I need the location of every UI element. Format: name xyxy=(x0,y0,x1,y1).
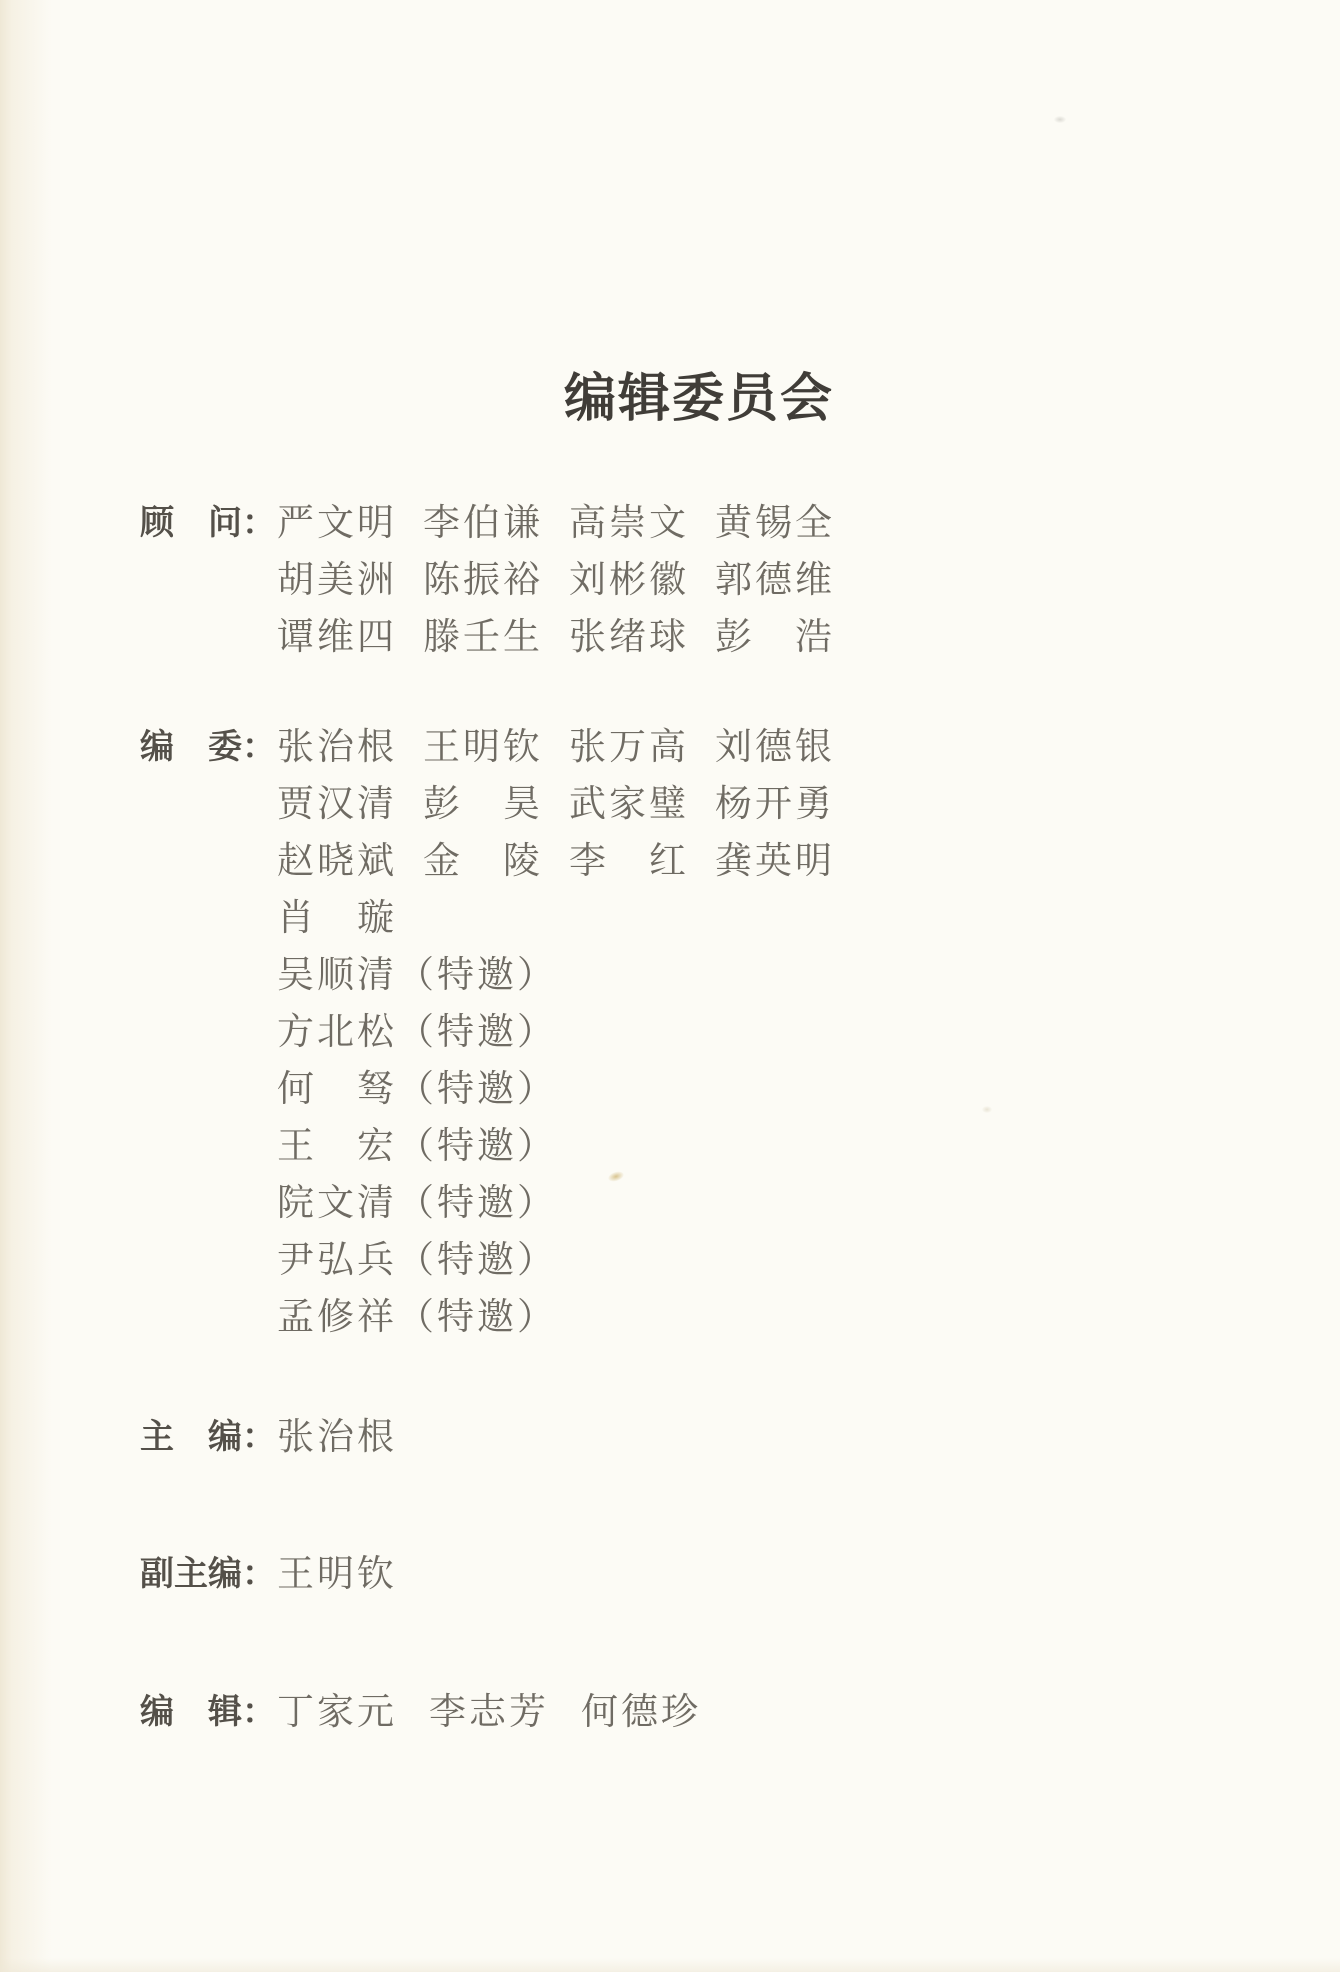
person-name: 丁家元 xyxy=(277,1692,397,1733)
person-name: 张治根 xyxy=(277,1417,397,1458)
name-row xyxy=(277,609,835,666)
page-left-edge-shading xyxy=(0,0,52,1972)
person-name: 贾汉清 xyxy=(277,784,397,825)
name-row xyxy=(277,1175,835,1232)
person-name-special-invite: 何 驽（特邀） xyxy=(277,1069,557,1110)
members-section xyxy=(140,719,835,1346)
editors-section xyxy=(140,1684,701,1741)
name-row xyxy=(277,1546,397,1603)
name-row xyxy=(277,719,835,776)
page-bottom-edge-shading xyxy=(0,1958,1340,1972)
person-name: 胡美洲 xyxy=(277,560,397,601)
paper-speck xyxy=(982,1106,992,1113)
person-name-special-invite: 院文清（特邀） xyxy=(277,1183,557,1224)
person-name: 王明钦 xyxy=(277,1554,397,1595)
name-row xyxy=(277,1684,701,1741)
advisors-label: 顾 问： xyxy=(140,504,276,542)
person-name: 高崇文 xyxy=(569,503,689,544)
name-row xyxy=(277,776,835,833)
person-name: 刘德银 xyxy=(715,727,835,768)
person-name: 彭 昊 xyxy=(423,784,543,825)
members-names xyxy=(277,719,835,1346)
person-name: 谭维四 xyxy=(277,617,397,658)
person-name: 张万高 xyxy=(569,727,689,768)
person-name: 肖 璇 xyxy=(277,898,397,939)
editors-names xyxy=(277,1684,701,1741)
editors-label: 编 辑： xyxy=(140,1693,276,1731)
person-name: 李志芳 xyxy=(429,1692,549,1733)
person-name: 郭德维 xyxy=(715,560,835,601)
person-name: 李 红 xyxy=(569,841,689,882)
person-name: 李伯谦 xyxy=(423,503,543,544)
person-name: 黄锡全 xyxy=(715,503,835,544)
advisors-names xyxy=(277,495,835,666)
name-row xyxy=(277,947,835,1004)
deputy-editor-names xyxy=(277,1546,397,1603)
name-row xyxy=(277,1004,835,1061)
person-name: 滕壬生 xyxy=(423,617,543,658)
person-name: 严文明 xyxy=(277,503,397,544)
chief-editor-names xyxy=(277,1409,397,1466)
person-name-special-invite: 吴顺清（特邀） xyxy=(277,955,557,996)
person-name-special-invite: 王 宏（特邀） xyxy=(277,1126,557,1167)
name-row xyxy=(277,495,835,552)
person-name: 张绪球 xyxy=(569,617,689,658)
person-name: 何德珍 xyxy=(581,1692,701,1733)
person-name-special-invite: 尹弘兵（特邀） xyxy=(277,1240,557,1281)
deputy-editor-section xyxy=(140,1546,397,1603)
paper-speck xyxy=(1054,116,1066,123)
members-label: 编 委： xyxy=(140,728,276,766)
page-title: 编辑委员会 xyxy=(564,371,835,428)
person-name: 刘彬徽 xyxy=(569,560,689,601)
name-row xyxy=(277,552,835,609)
chief-editor-label: 主 编： xyxy=(140,1418,276,1456)
person-name: 杨开勇 xyxy=(715,784,835,825)
chief-editor-section xyxy=(140,1409,397,1466)
person-name: 金 陵 xyxy=(423,841,543,882)
person-name-special-invite: 孟修祥（特邀） xyxy=(277,1297,557,1338)
name-row xyxy=(277,1409,397,1466)
name-row xyxy=(277,1232,835,1289)
person-name: 赵晓斌 xyxy=(277,841,397,882)
person-name: 龚英明 xyxy=(715,841,835,882)
person-name: 王明钦 xyxy=(423,727,543,768)
deputy-editor-label: 副主编： xyxy=(140,1555,276,1593)
person-name: 陈振裕 xyxy=(423,560,543,601)
person-name: 武家璧 xyxy=(569,784,689,825)
name-row xyxy=(277,833,835,890)
name-row xyxy=(277,890,835,947)
name-row xyxy=(277,1118,835,1175)
person-name-special-invite: 方北松（特邀） xyxy=(277,1012,557,1053)
advisors-section xyxy=(140,495,835,666)
name-row xyxy=(277,1289,835,1346)
name-row xyxy=(277,1061,835,1118)
person-name: 彭 浩 xyxy=(715,617,835,658)
person-name: 张治根 xyxy=(277,727,397,768)
